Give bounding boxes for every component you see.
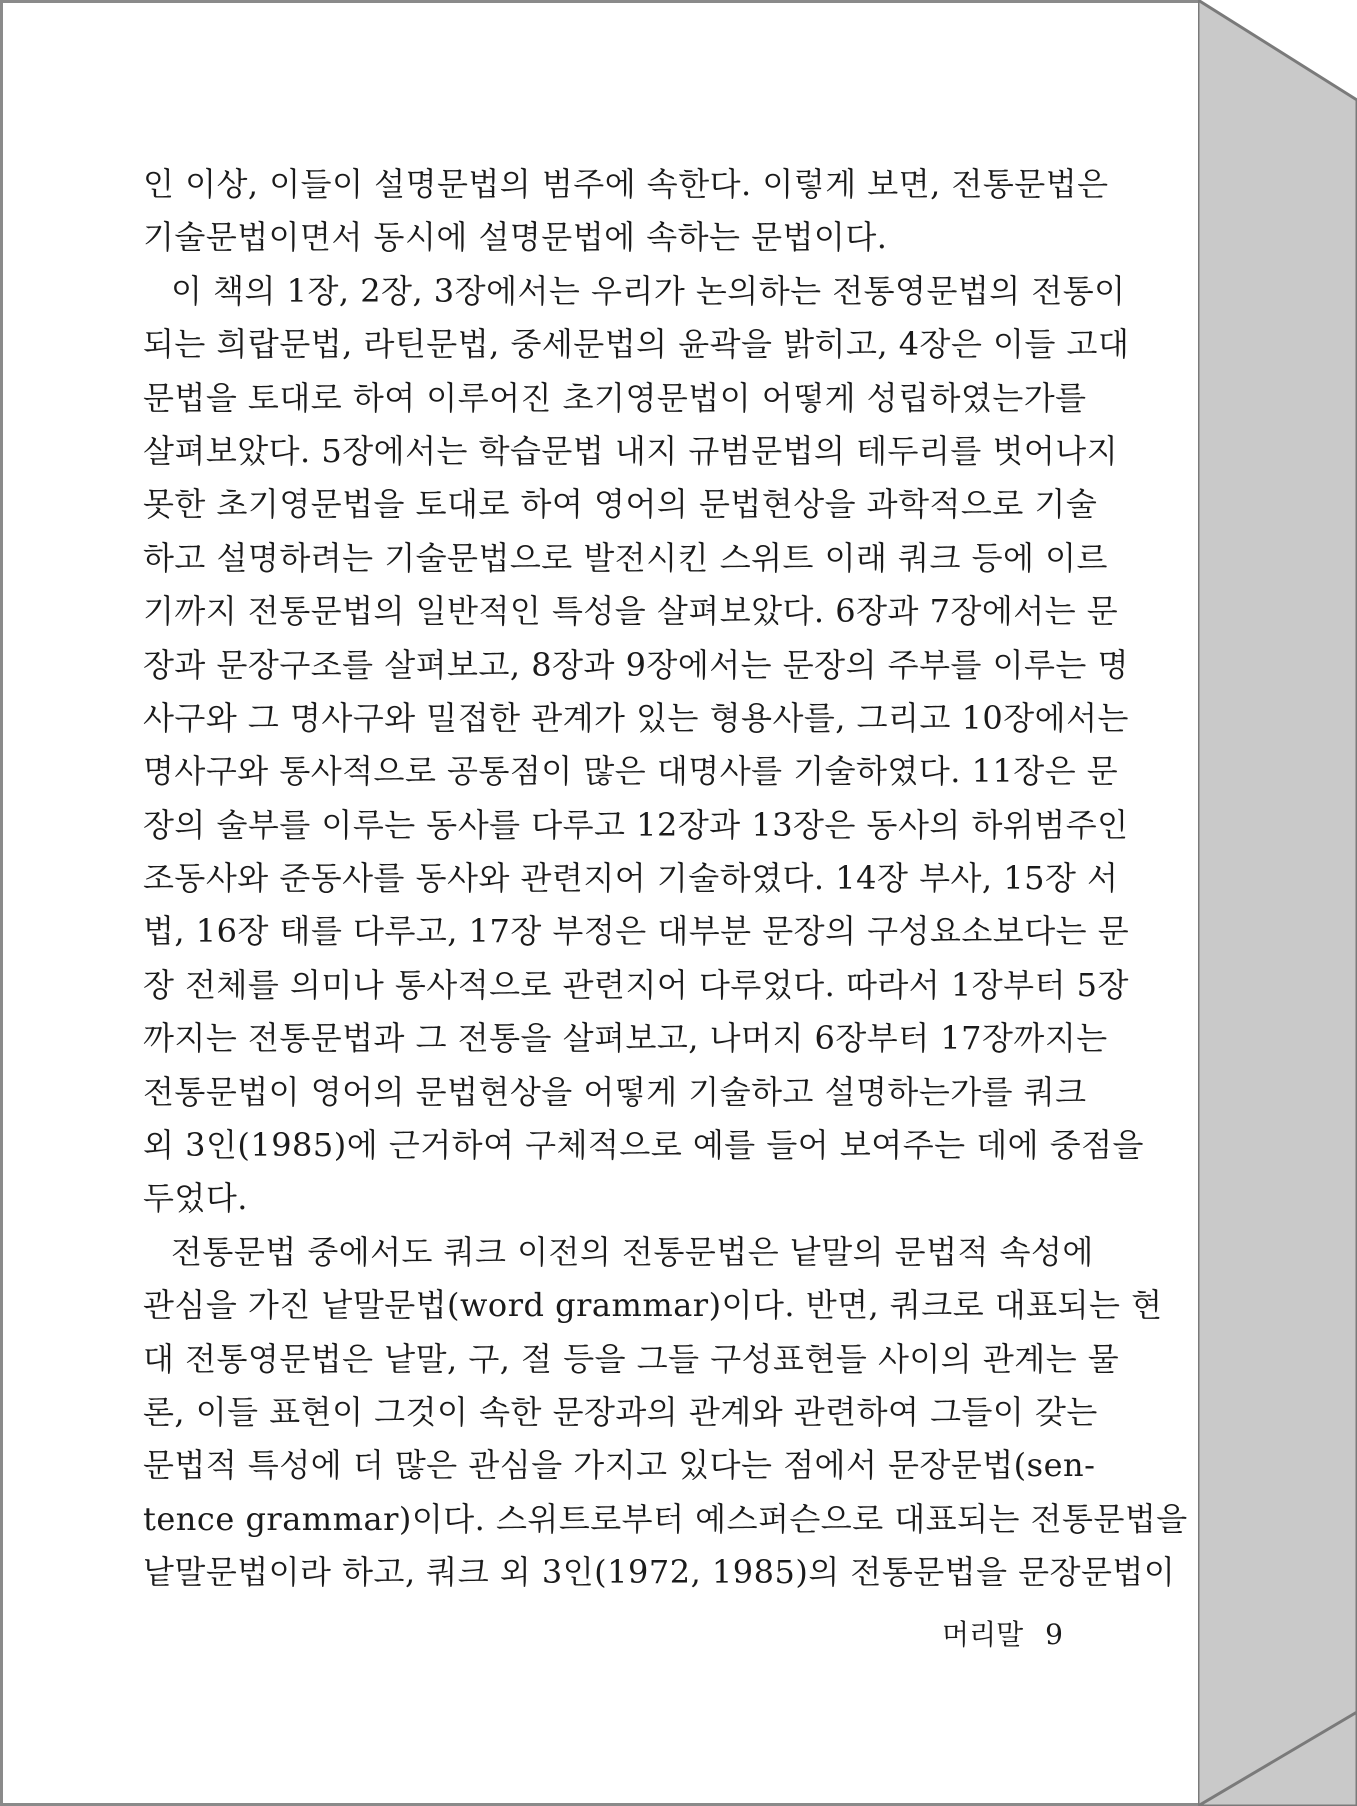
text-line: 장의 술부를 이루는 동사를 다루고 12장과 13장은 동사의 하위범주인 <box>143 805 1129 844</box>
text-line: tence grammar)이다. 스위트로부터 예스퍼슨으로 대표되는 전통문법을 <box>143 1499 1188 1538</box>
text-line: 까지는 전통문법과 그 전통을 살펴보고, 나머지 6장부터 17장까지는 <box>143 1019 1108 1058</box>
text-line: 관심을 가진 낱말문법(word grammar)이다. 반면, 쿼크로 대표되는 현 <box>143 1286 1163 1325</box>
text-line: 장 전체를 의미나 통사적으로 관련지어 다루었다. 따라서 1장부터 5장 <box>143 965 1129 1004</box>
text-line: 살펴보았다. 5장에서는 학습문법 내지 규범문법의 테두리를 벗어나지 <box>143 431 1119 470</box>
running-footer-title: 머리말 <box>942 1618 1024 1651</box>
text-line: 전통문법이 영어의 문법현상을 어떻게 기술하고 설명하는가를 쿼크 <box>143 1072 1087 1111</box>
text-line: 전통문법 중에서도 쿼크 이전의 전통문법은 낱말의 문법적 속성에 <box>171 1232 1094 1271</box>
text-line: 문법적 특성에 더 많은 관심을 가지고 있다는 점에서 문장문법(sen- <box>143 1446 1096 1485</box>
text-line: 기술문법이면서 동시에 설명문법에 속하는 문법이다. <box>143 218 888 257</box>
text-line: 기까지 전통문법의 일반적인 특성을 살펴보았다. 6장과 7장에서는 문 <box>143 592 1119 631</box>
text-line: 대 전통영문법은 낱말, 구, 절 등을 그들 구성표현들 사이의 관계는 물 <box>143 1339 1120 1378</box>
text-line: 론, 이들 표현이 그것이 속한 문장과의 관계와 관련하여 그들이 갖는 <box>143 1392 1098 1431</box>
text-line: 낱말문법이라 하고, 쿼크 외 3인(1972, 1985)의 전통문법을 문장문법이 <box>143 1553 1176 1592</box>
text-line: 못한 초기영문법을 토대로 하여 영어의 문법현상을 과학적으로 기술 <box>143 485 1098 524</box>
text-line: 문법을 토대로 하여 이루어진 초기영문법이 어떻게 성립하였는가를 <box>143 378 1087 417</box>
text-line: 인 이상, 이들이 설명문법의 범주에 속한다. 이렇게 보면, 전통문법은 <box>143 165 1109 203</box>
text-line: 되는 희랍문법, 라틴문법, 중세문법의 윤곽을 밝히고, 4장은 이들 고대 <box>143 325 1130 364</box>
book-page-stack-edge <box>1198 0 1357 1806</box>
page-number: 9 <box>1045 1618 1063 1651</box>
text-line: 하고 설명하려는 기술문법으로 발전시킨 스위트 이래 쿼크 등에 이르 <box>143 538 1108 577</box>
text-line: 명사구와 통사적으로 공통점이 많은 대명사를 기술하였다. 11장은 문 <box>143 752 1119 791</box>
page-footer <box>863 1613 1063 1653</box>
text-line: 이 책의 1장, 2장, 3장에서는 우리가 논의하는 전통영문법의 전통이 <box>171 271 1126 310</box>
body-text <box>143 158 1188 1600</box>
text-line: 외 3인(1985)에 근거하여 구체적으로 예를 들어 보여주는 데에 중점을 <box>143 1126 1144 1165</box>
text-line: 장과 문장구조를 살펴보고, 8장과 9장에서는 문장의 주부를 이루는 명 <box>143 645 1129 684</box>
text-line: 두었다. <box>143 1179 248 1218</box>
text-line: 법, 16장 태를 다루고, 17장 부정은 대부분 문장의 구성요소보다는 문 <box>143 912 1130 951</box>
text-line: 조동사와 준동사를 동사와 관련지어 기술하였다. 14장 부사, 15장 서 <box>143 859 1119 898</box>
text-line: 사구와 그 명사구와 밀접한 관계가 있는 형용사를, 그리고 10장에서는 <box>143 698 1129 737</box>
